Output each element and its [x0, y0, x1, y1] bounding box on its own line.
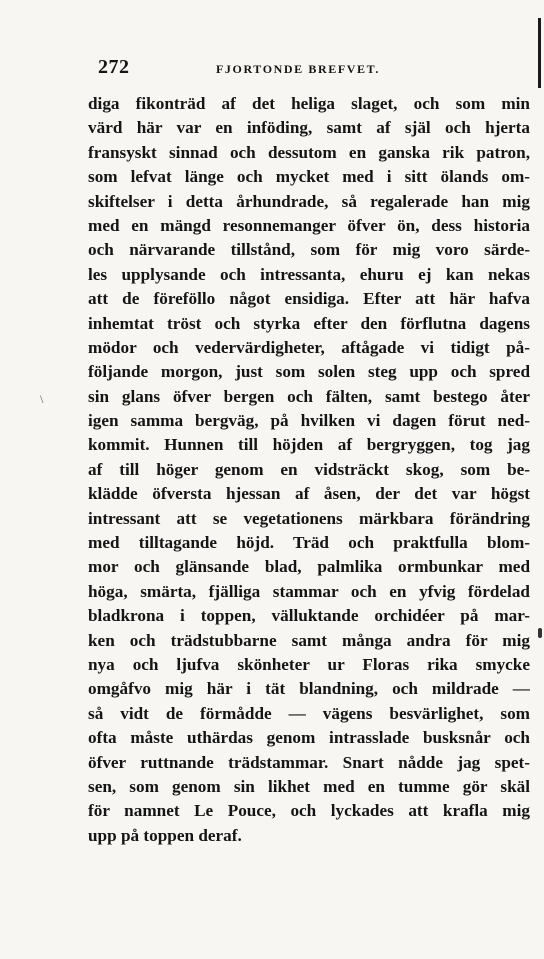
- text-line: med en mängd resonnemanger öfver ön, dess historia: [88, 215, 530, 235]
- text-line: klädde öfversta hjessan af åsen, der det var högst: [88, 484, 530, 504]
- text-line: sen, som genom sin likhet med en tumme gör skäl: [88, 776, 530, 796]
- text-line: nya och ljufva skönheter ur Floras rika smycke: [88, 654, 530, 674]
- body-text: [88, 92, 530, 848]
- text-line: intressant att se vegetationens märkbara förändring: [88, 508, 530, 528]
- text-line: omgåfvo mig här i tät blandning, och mildrade —: [88, 679, 530, 699]
- text-line: höga, smärta, fjälliga stammar och en yfvig fördelad: [88, 581, 530, 601]
- text-line: att de föreföllo något ensidiga. Efter att här hafva: [88, 289, 530, 309]
- text-line: ken och trädstubbarne samt många andra för mig: [88, 630, 530, 650]
- text-line: mor och glänsande blad, palmlika ormbunkar med: [88, 557, 530, 577]
- text-line: diga fikonträd af det heliga slaget, och som min: [88, 94, 530, 113]
- text-line: öfver ruttnande trädstammar. Snart nådde jag spet-: [88, 752, 530, 772]
- text-line: igen samma bergväg, på hvilken vi dagen förut ned-: [88, 411, 530, 431]
- text-line: så vidt de förmådde — vägens besvärlighet, som: [88, 703, 530, 723]
- text-line: följande morgon, just som solen steg upp och spred: [88, 362, 530, 382]
- text-line: fransyskt sinnad och dessutom en ganska rik patron,: [88, 142, 530, 162]
- edge-mark: [538, 628, 542, 638]
- text-line: för namnet Le Pouce, och lyckades att krafla mig: [88, 801, 530, 821]
- text-line: af till höger genom en vidsträckt skog, som be-: [88, 459, 530, 479]
- running-head: FJORTONDE BREFVET.: [216, 62, 380, 76]
- margin-rule: [538, 18, 541, 88]
- text-line: med tilltagande höjd. Träd och praktfulla blom-: [88, 533, 530, 553]
- page-number: 272: [98, 56, 130, 78]
- text-line: upp på toppen deraf.: [88, 825, 242, 845]
- text-line: skiftelser i detta århundrade, så regalerade han mig: [88, 191, 530, 211]
- text-line: les upplysande och intressanta, ehuru ej kan nekas: [88, 264, 530, 284]
- text-line: värd här var en inföding, samt af själ och hjerta: [88, 118, 530, 138]
- page-header: [98, 56, 438, 80]
- text-line: inhemtat tröst och styrka efter den förflutna dagens: [88, 313, 530, 333]
- text-line: mödor och vedervärdigheter, aftågade vi tidigt på-: [88, 337, 530, 357]
- text-line: bladkrona i toppen, välluktande orchidéer på mar-: [88, 606, 530, 626]
- text-line: som lefvat länge och mycket med i sitt ölands om-: [88, 167, 530, 187]
- text-line: kommit. Hunnen till höjden af bergryggen, tog jag: [88, 435, 530, 455]
- text-line: och närvarande tillstånd, som för mig voro särde-: [88, 240, 530, 260]
- stray-mark: \: [40, 392, 44, 406]
- text-line: ofta måste uthärdas genom intrasslade busksnår och: [88, 728, 530, 748]
- text-line: sin glans öfver bergen och fälten, samt bestego åter: [88, 386, 530, 406]
